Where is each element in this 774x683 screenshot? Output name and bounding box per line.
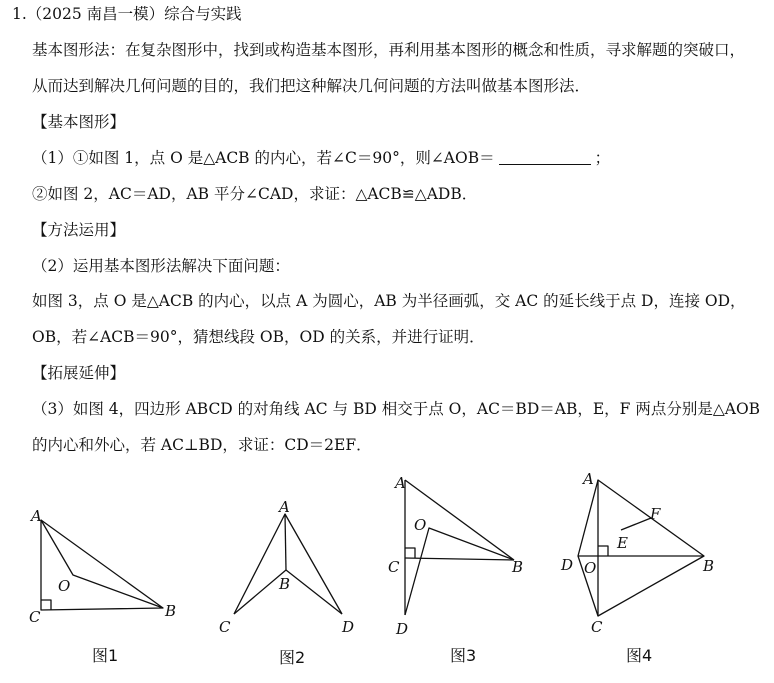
question-1a-text: （1）①如图 1，点 O 是△ACB 的内心，若∠C＝90°，则∠AOB＝ <box>32 149 495 167</box>
section-extension: 【拓展延伸】 <box>32 364 126 382</box>
fig4-quadrilateral <box>578 480 704 616</box>
fig3-label-a: A <box>395 474 406 492</box>
fig3-caption: 图3 <box>450 646 477 665</box>
intro-line-1: 基本图形法：在复杂图形中，找到或构造基本图形，再利用基本图形的概念和性质，寻求解题的突破口， <box>32 41 746 59</box>
fig4-label-a: A <box>583 470 594 488</box>
fig2-label-b: B <box>279 575 291 593</box>
fig2-sides-ac-ad <box>234 514 342 614</box>
figure-2 <box>234 514 342 614</box>
question-3-line-2: 的内心和外心，若 AC⊥BD，求证：CD＝2EF． <box>32 436 372 454</box>
fig3-lines-do-ob <box>405 528 514 615</box>
fig2-label-c: C <box>219 618 231 636</box>
fig4-label-b: B <box>703 557 715 575</box>
fig4-label-e: E <box>617 534 628 552</box>
fig1-label-c: C <box>29 608 41 626</box>
fig4-label-d: D <box>561 556 574 574</box>
question-2-line-2: OB，若∠ACB＝90°，猜想线段 OB，OD 的关系，并进行证明． <box>32 328 485 346</box>
fig2-label-a: A <box>279 498 290 516</box>
question-3-line-1: （3）如图 4，四边形 ABCD 的对角线 AC 与 BD 相交于点 O，AC＝BD＝AB，E，F 两点分别是△AOB <box>32 400 761 418</box>
fig1-right-angle-mark <box>41 600 51 610</box>
figure-3 <box>405 480 514 615</box>
fig4-label-c: C <box>591 618 603 636</box>
fig4-caption: 图4 <box>626 646 653 665</box>
fig3-label-c: C <box>388 558 400 576</box>
fig4-label-o: O <box>584 559 597 577</box>
fig2-caption: 图2 <box>279 648 306 667</box>
fig3-label-d: D <box>396 620 409 638</box>
question-1b: ②如图 2，AC＝AD，AB 平分∠CAD，求证：△ACB≌△ADB． <box>32 185 478 203</box>
fig2-label-d: D <box>342 618 355 636</box>
fig4-label-f: F <box>650 505 661 523</box>
fig1-label-o: O <box>58 577 71 595</box>
fig2-line-ab <box>285 514 286 570</box>
question-1a-end: ； <box>594 149 611 167</box>
figure-1 <box>41 520 163 610</box>
fig3-right-angle-mark <box>405 548 415 558</box>
fig4-segment-ef <box>621 518 651 530</box>
section-basic-figure: 【基本图形】 <box>32 113 126 131</box>
question-2-line-1: 如图 3，点 O 是△ACB 的内心，以点 A 为圆心，AB 为半径画弧，交 AC 的延长线于点 D，连接 OD， <box>32 292 746 310</box>
fig4-right-angle-mark <box>598 546 608 556</box>
section-method: 【方法运用】 <box>32 221 126 239</box>
fig3-label-b: B <box>512 558 524 576</box>
fig1-label-a: A <box>31 507 42 525</box>
figure-4 <box>578 480 704 616</box>
fig1-label-b: B <box>165 602 177 620</box>
fig3-line-cb <box>405 558 514 560</box>
fig1-caption: 图1 <box>92 646 119 665</box>
problem-header: 1.（2025 南昌一模）综合与实践 <box>12 5 242 23</box>
question-2: （2）运用基本图形法解决下面问题： <box>32 257 290 275</box>
intro-line-2: 从而达到解决几何问题的目的，我们把这种解决几何问题的方法叫做基本图形法． <box>32 77 591 95</box>
fig3-label-o: O <box>414 516 427 534</box>
fig1-triangle-acb <box>41 520 163 610</box>
